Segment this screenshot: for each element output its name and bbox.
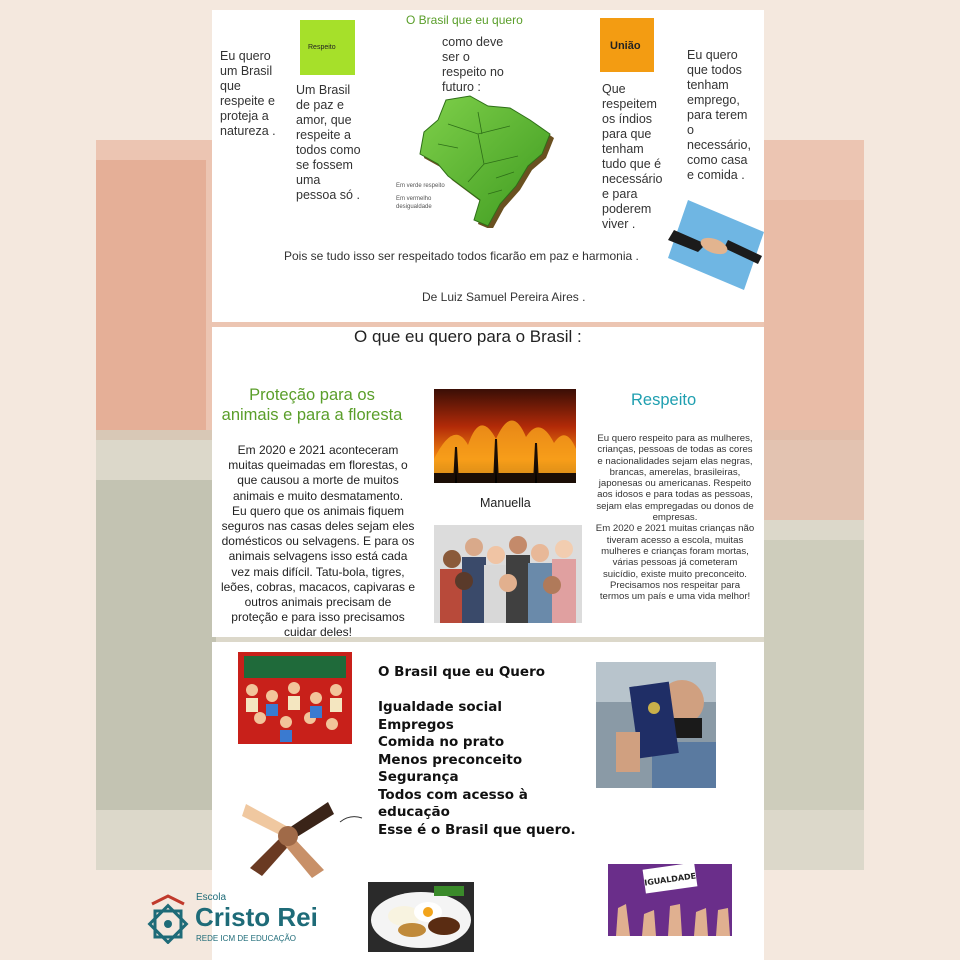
connector-line — [338, 814, 366, 824]
col5-text: Eu quero que todos tenham emprego, para terem o necessário, como casa e comida . — [687, 48, 751, 182]
handshake-icon — [668, 200, 764, 290]
list-item: Igualdade social — [378, 699, 503, 715]
list-title: O Brasil que eu Quero — [378, 664, 545, 680]
right-heading: Respeito — [631, 391, 697, 409]
sign-text: IGUALDADE — [643, 871, 697, 888]
forest-fire-image — [434, 389, 576, 483]
section-vision-panel — [212, 10, 764, 322]
list-item: Segurança — [378, 769, 459, 785]
author-line: De Luiz Samuel Pereira Aires . — [422, 290, 586, 304]
classroom-cartoon-image — [238, 652, 352, 744]
group-photo-image — [434, 525, 582, 623]
left-text: Em 2020 e 2021 aconteceram muitas queimadas em florestas, o que causou a morte de muitos animais e muito desmatamento. Eu quero que os animais fiquem seguros nas casas deles sejam eles domésticos ou selvagens. E para os animais selvagens isso está cada vez mais difícil. Tatu-bola, tigres, leões, cobras, macacos, capivaras e outros animais precisam de proteção e para isso precisamos cuidar deles! — [220, 443, 416, 640]
uniao-label: União — [610, 40, 641, 52]
list-item: Todos com acesso à — [378, 786, 528, 803]
food-plate-image — [368, 882, 474, 952]
col2-text: Um Brasil de paz e amor, que respeite a todos como se fossem uma pessoa só . — [296, 83, 361, 202]
section2-title: O que eu quero para o Brasil : — [354, 327, 582, 346]
respeito-label: Respeito — [308, 44, 336, 51]
left-heading: Proteção para os animais e para a floresta — [221, 386, 403, 424]
col1-text: Eu quero um Brasil que respeite e proteja a natureza . — [220, 49, 276, 138]
map-legend: Em verde respeito Em vermelho desigualdade — [396, 183, 445, 210]
logo-name: Cristo Rei — [195, 902, 318, 932]
uniao-label-box — [600, 18, 654, 72]
col4-text: Que respeitem os índios para que tenham tudo que é necessário e para poderem viver . — [602, 82, 663, 231]
list-item: educação — [378, 804, 450, 820]
center-name: Manuella — [480, 496, 531, 510]
logo-sub: REDE ICM DE EDUCAÇÃO — [196, 934, 297, 943]
school-logo — [146, 890, 336, 946]
star-logo-icon — [146, 894, 190, 944]
section-wishes-panel — [212, 327, 764, 640]
list-item: Comida no prato — [378, 734, 505, 750]
section1-title: O Brasil que eu quero — [406, 13, 523, 27]
united-hands-image — [240, 784, 334, 880]
closing-sentence: Pois se tudo isso ser respeitado todos ficarão em paz e harmonia . — [284, 249, 639, 263]
respeito-label-box — [300, 20, 355, 75]
brasil-list — [378, 664, 576, 839]
list-item: Empregos — [378, 716, 454, 733]
list-item: Esse é o Brasil que quero. — [378, 821, 576, 838]
question-text: como deve ser o respeito no futuro : — [442, 35, 504, 94]
list-item: Menos preconceito — [378, 751, 523, 768]
right-text: Eu quero respeito para as mulheres, crianças, pessoas de todas as cores e nacionalidades sejam elas negras, brancas, amerelas, brasileiras, japonesas ou americanas. Respeito aos idosos e para todas as pessoas, sejam elas empregadas ou donos de empresas. Em 2020 e 2021 muitas crianças não tiveram acesso a escola, muitas mulheres e crianças foram mortas, várias pessoas já cometeram suicídio, existe muito preconceito. Precisamos nos respeitar para termos um país e uma vida melhor! — [595, 433, 755, 603]
equality-protest-image — [608, 864, 732, 936]
work-card-image — [596, 662, 716, 788]
logo-small-text: Escola — [196, 892, 227, 903]
